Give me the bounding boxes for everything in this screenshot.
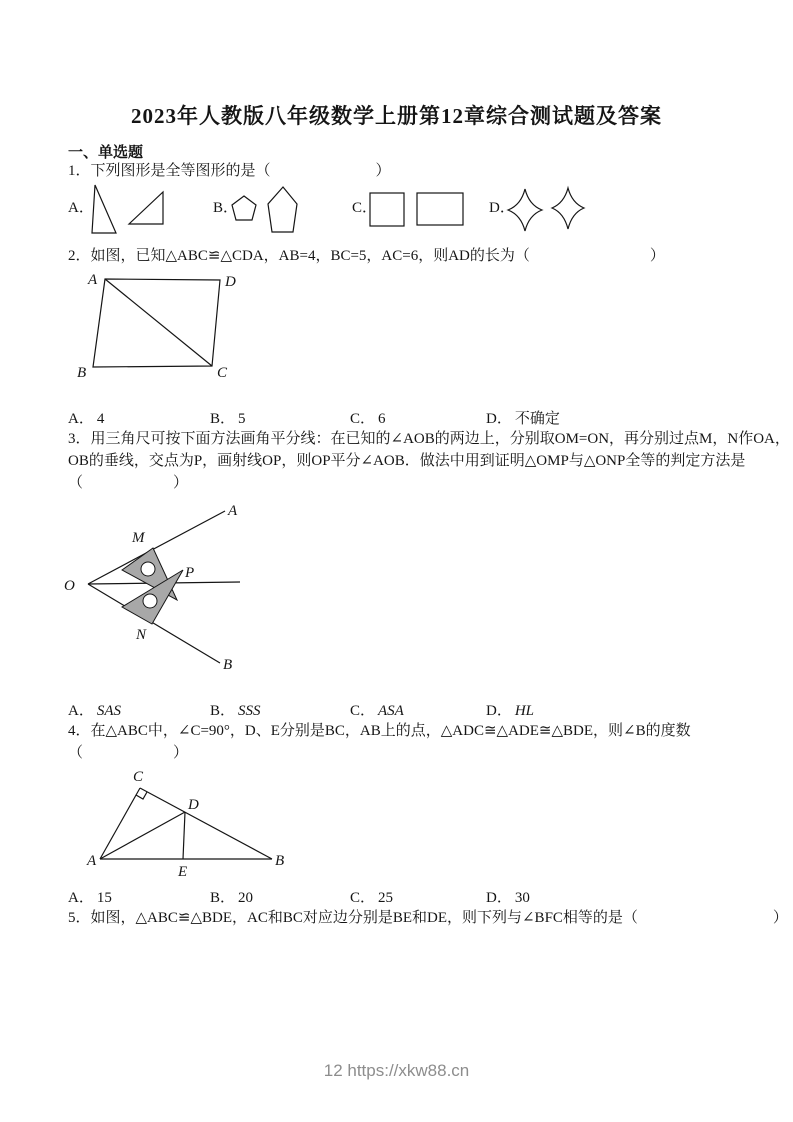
q1-tall-triangle-shape [92, 185, 116, 233]
q1-rectangle-shape [417, 193, 463, 225]
q2-option-b: B． 5 [210, 411, 246, 427]
q2-quadrilateral-shape [93, 279, 220, 367]
question-1-text: 1．下列图形是全等图形的是（ ） [68, 163, 391, 179]
q1-star-shape [508, 189, 542, 231]
q2-figure-label-c: C [217, 365, 228, 381]
question-3-text-line1: 3．用三角尺可按下面方法画角平分线：在已知的∠AOB的两边上，分别取OM=ON，再分别过点M，N作OA， [68, 431, 790, 447]
q1-star-shape-2 [552, 188, 584, 229]
q4-option-b: B． 20 [210, 890, 254, 906]
q3-figure-label-m: M [132, 530, 145, 546]
q2-option-c: C． 6 [350, 411, 386, 427]
question-3-text-line3: （ ） [68, 475, 189, 491]
q3-option-c: C． ASA [350, 703, 404, 719]
q2-figure-label-a: A [88, 272, 98, 288]
q4-option-a: A． 15 [68, 890, 112, 906]
question-2-text: 2．如图，已知△ABC≌△CDA，AB=4，BC=5，AC=6，则AD的长为（ ） [68, 248, 665, 264]
q4-figure-label-d: D [188, 797, 199, 813]
page-title: 2023年人教版八年级数学上册第12章综合测试题及答案 [131, 104, 662, 128]
q3-figure-label-n: N [136, 627, 147, 643]
question-4-text-line2: （ ） [68, 745, 189, 761]
q1-right-triangle-shape [129, 192, 163, 224]
q1-option-d-letter: D． [489, 200, 515, 216]
q4-triangle-figure [75, 765, 305, 883]
question-4-text-line1: 4．在△ABC中，∠C=90°，D、E分别是BC，AB上的点，△ADC≅△ADE≅△BDE，则∠B的度数 [68, 723, 691, 739]
q1-option-c-letter: C． [352, 200, 378, 216]
q2-figure-label-b: B [77, 365, 87, 381]
q1-square-shape [370, 193, 404, 226]
q4-option-d: D． 30 [486, 890, 530, 906]
q3-lower-set-square-hole [143, 594, 157, 608]
q4-segment-de [183, 812, 185, 859]
q3-option-d: D． HL [486, 703, 535, 719]
q4-side-cb [140, 788, 272, 859]
q3-figure-label-p: P [185, 565, 195, 581]
q4-figure-label-c: C [133, 769, 144, 785]
section-heading: 一、单选题 [68, 145, 144, 161]
q3-upper-set-square-hole [141, 562, 155, 576]
q2-option-a: A． 4 [68, 411, 105, 427]
q3-angle-bisector-figure [60, 497, 270, 689]
q3-option-a: A． SAS [68, 703, 122, 719]
q1-option-b-letter: B． [213, 200, 239, 216]
q1-shapes-figure [60, 180, 620, 242]
q3-option-b: B． SSS [210, 703, 261, 719]
q2-diagonal-ac [105, 279, 212, 366]
q2-option-d: D． 不确定 [486, 411, 560, 427]
q1-pentagon-shape [232, 196, 256, 220]
q1-elongated-pentagon-shape [268, 187, 297, 232]
q3-figure-label-o: O [64, 578, 75, 594]
page-footer: 12 https://xkw88.cn [323, 1061, 470, 1080]
q2-parallelogram-figure [75, 268, 250, 388]
q2-figure-label-d: D [225, 274, 236, 290]
q1-option-a-letter: A． [68, 200, 94, 216]
question-5-text: 5．如图，△ABC≌△BDE，AC和BC对应边分别是BE和DE，则下列与∠BFC相等的是（ ） [68, 910, 788, 926]
q4-figure-label-b: B [275, 853, 285, 869]
q4-figure-label-a: A [87, 853, 97, 869]
q3-figure-label-a: A [228, 503, 238, 519]
q4-option-c: C． 25 [350, 890, 394, 906]
question-3-text-line2: OB的垂线，交点为P，画射线OP，则OP平分∠AOB．做法中用到证明△OMP与△ONP全等的判定方法是 [68, 453, 746, 469]
q3-figure-label-b: B [223, 657, 233, 673]
q4-figure-label-e: E [178, 864, 188, 880]
